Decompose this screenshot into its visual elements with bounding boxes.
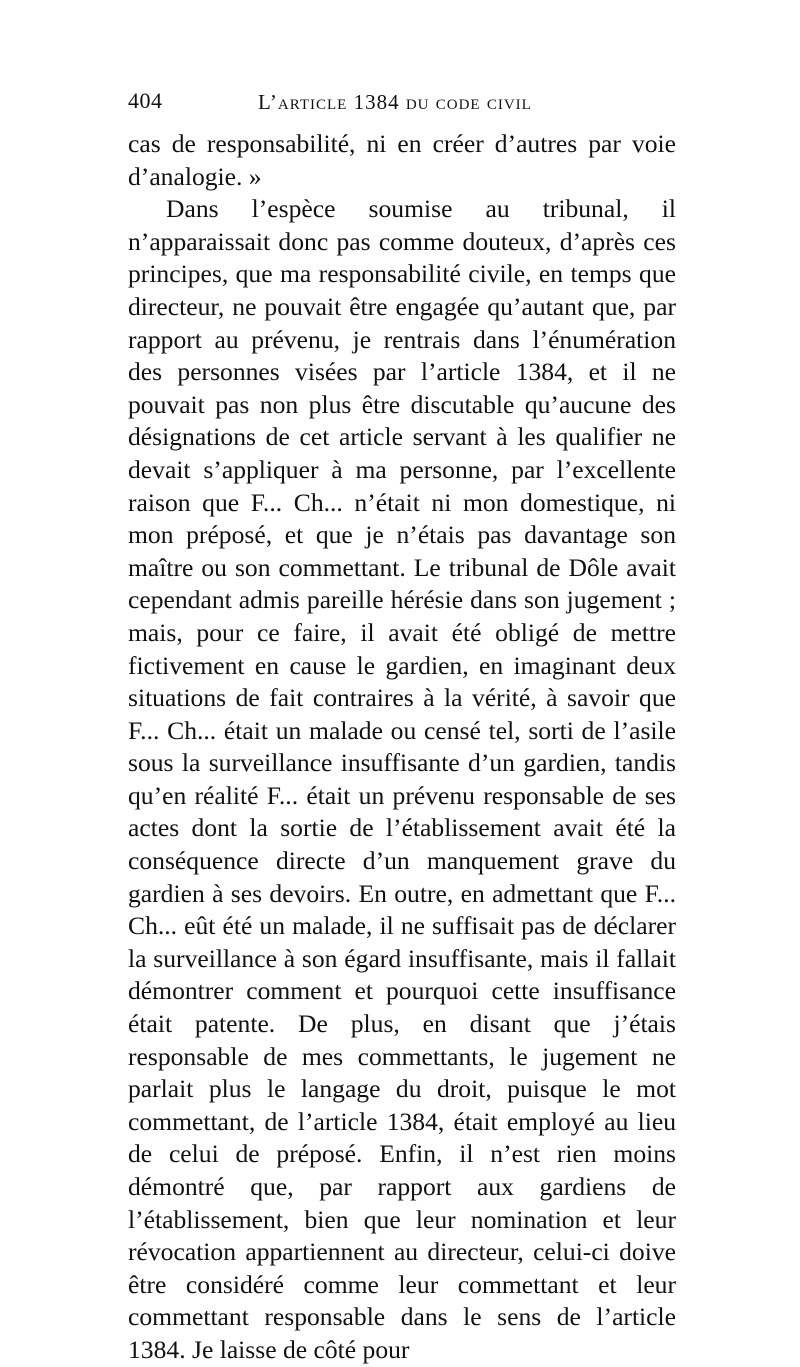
running-header [128,88,676,122]
paragraph-continued: cas de responsabilité, ni en créer d’autres par voie d’analogie. » [128,129,676,191]
body-text [128,128,676,1367]
paragraph: Dans l’espèce soumise au tribunal, il n’apparaissait donc pas comme douteux, d’après ces principes, que ma responsabilité civile, en temps que directeur, ne pouvait être engagée qu’autant que, par rapport au prévenu, je rentrais dans l’énumération des personnes visées par l’article 1384, et il ne pouvait pas non plus être discutable qu’aucune des désignations de cet article servant à les qualifier ne devait s’appliquer à ma personne, par l’excellente raison que F... Ch... n’était ni mon domestique, ni mon préposé, et que je n’étais pas davantage son maître ou son commettant. Le tribunal de Dôle avait cependant admis pareille hérésie dans son jugement ; mais, pour ce faire, il avait été obligé de mettre fictivement en cause le gardien, en imaginant deux situations de fait contraires à la vérité, à savoir que F... Ch... était un malade ou censé tel, sorti de l’asile sous la surveillance insuffisante d’un gardien, tandis qu’en réalité F... était un prévenu responsable de ses actes dont la sortie de l’établissement avait été la conséquence directe d’un manquement grave du gardien à ses devoirs. En outre, en admettant que F... Ch... eût été un malade, il ne suffisait pas de déclarer la surveillance à son égard insuffisante, mais il fallait démontrer comment et pourquoi cette insuffisance était patente. De plus, en disant que j’étais responsable de mes commettants, le jugement ne parlait plus le langage du droit, puisque le mot commettant, de l’article 1384, était employé au lieu de celui de préposé. Enfin, il n’est rien moins démontré que, par rapport aux gardiens de l’établissement, bien que leur nomination et leur révocation appartiennent au directeur, celui-ci doive être considéré comme leur commettant et leur commettant responsable dans le sens de l’article 1384. Je laisse de côté pour [128,194,676,1364]
running-title: L’article 1384 du code civil [258,90,532,114]
page-number: 404 [128,88,163,113]
book-page [128,88,676,1367]
